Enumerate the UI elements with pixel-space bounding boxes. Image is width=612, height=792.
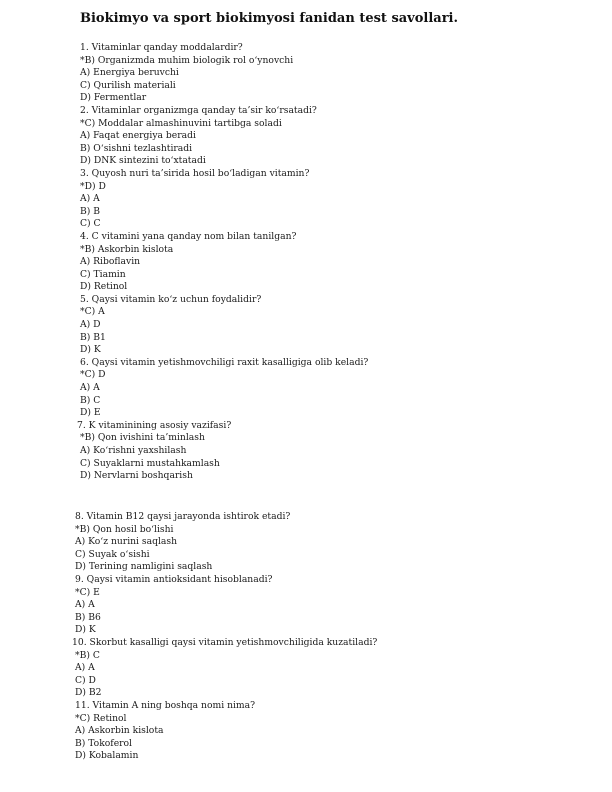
correct-answer: *B) Qon hosil bo‘lishi <box>75 523 174 535</box>
question-text: 5. Qaysi vitamin ko‘z uchun foydalidir? <box>80 293 262 305</box>
answer-option: A) Riboflavin <box>80 256 141 268</box>
answer-option: D) B2 <box>75 687 102 699</box>
question-text: 1. Vitaminlar qanday moddalardir? <box>80 42 243 53</box>
answer-option: A) D <box>80 319 101 331</box>
answer-option: B) Tokoferol <box>75 737 132 749</box>
answer-option: D) Nervlarni boshqarish <box>80 470 193 482</box>
answer-option: B) O‘sishni tezlashtiradi <box>80 142 193 154</box>
correct-answer: *C) Moddalar almashinuvini tartibga soladi <box>80 117 282 129</box>
correct-answer: *C) A <box>80 306 105 318</box>
correct-answer: *B) Organizmda muhim biologik rol o‘ynovchi <box>80 54 294 66</box>
answer-option: A) Ko‘rishni yaxshilash <box>80 445 187 456</box>
answer-option: C) C <box>80 218 101 230</box>
correct-answer: *C) D <box>80 369 106 381</box>
answer-option: A) A <box>75 599 95 611</box>
answer-option: C) Suyaklarni mustahkamlash <box>80 457 220 469</box>
answer-option: D) Kobalamin <box>75 750 139 762</box>
answer-option: D) Fermentlar <box>80 92 147 104</box>
answer-option: C) Qurilish materiali <box>80 79 176 91</box>
answer-option: B) B6 <box>75 611 101 623</box>
answer-option: A) A <box>75 662 95 674</box>
answer-option: C) Tiamin <box>80 268 126 280</box>
answer-option: D) K <box>75 624 96 636</box>
answer-option: D) E <box>80 407 101 419</box>
questions-block-2 <box>72 511 378 763</box>
question-text: 6. Qaysi vitamin yetishmovchiligi raxit kasalligiga olib keladi? <box>80 356 369 368</box>
document-title: Biokimyo va sport biokimyosi fanidan test savollari. <box>80 11 459 26</box>
answer-option: A) Ko‘z nurini saqlash <box>75 536 178 548</box>
answer-option: D) Terining namligini saqlash <box>75 561 213 573</box>
question-text: 2. Vitaminlar organizmga qanday ta’sir ko‘rsatadi? <box>80 104 317 116</box>
answer-option: A) Energiya beruvchi <box>80 67 179 79</box>
answer-option: D) DNK sintezini to‘xtatadi <box>80 155 206 167</box>
correct-answer: *B) C <box>75 649 100 661</box>
answer-option: B) C <box>80 394 101 406</box>
question-text: 11. Vitamin A ning boshqa nomi nima? <box>75 699 256 711</box>
answer-option: A) A <box>80 193 100 205</box>
questions-block-1 <box>77 42 369 483</box>
correct-answer: *B) Qon ivishini ta’minlash <box>80 432 205 444</box>
answer-option: D) K <box>80 344 101 356</box>
question-text: 8. Vitamin B12 qaysi jarayonda ishtirok etadi? <box>75 511 291 522</box>
answer-option: C) Suyak o‘sishi <box>75 548 150 560</box>
answer-option: A) A <box>80 382 100 394</box>
question-text: 3. Quyosh nuri ta’sirida hosil bo‘ladigan vitamin? <box>80 167 310 179</box>
question-text: 9. Qaysi vitamin antioksidant hisoblanadi? <box>75 573 273 585</box>
question-text: 4. C vitamini yana qanday nom bilan tanilgan? <box>80 230 297 242</box>
answer-option: B) B <box>80 205 101 217</box>
answer-option: A) Faqat energiya beradi <box>80 130 196 142</box>
correct-answer: *B) Askorbin kislota <box>80 243 174 255</box>
answer-option: D) Retinol <box>80 281 128 293</box>
answer-option: B) B1 <box>80 331 106 343</box>
correct-answer: *D) D <box>80 180 106 192</box>
question-text: 7. K vitaminining asosiy vazifasi? <box>77 419 232 431</box>
correct-answer: *C) E <box>75 586 100 598</box>
correct-answer: *C) Retinol <box>75 712 127 724</box>
answer-option: C) D <box>75 674 96 686</box>
question-text: 10. Skorbut kasalligi qaysi vitamin yetishmovchiligida kuzatiladi? <box>72 636 378 648</box>
answer-option: A) Askorbin kislota <box>75 725 164 737</box>
